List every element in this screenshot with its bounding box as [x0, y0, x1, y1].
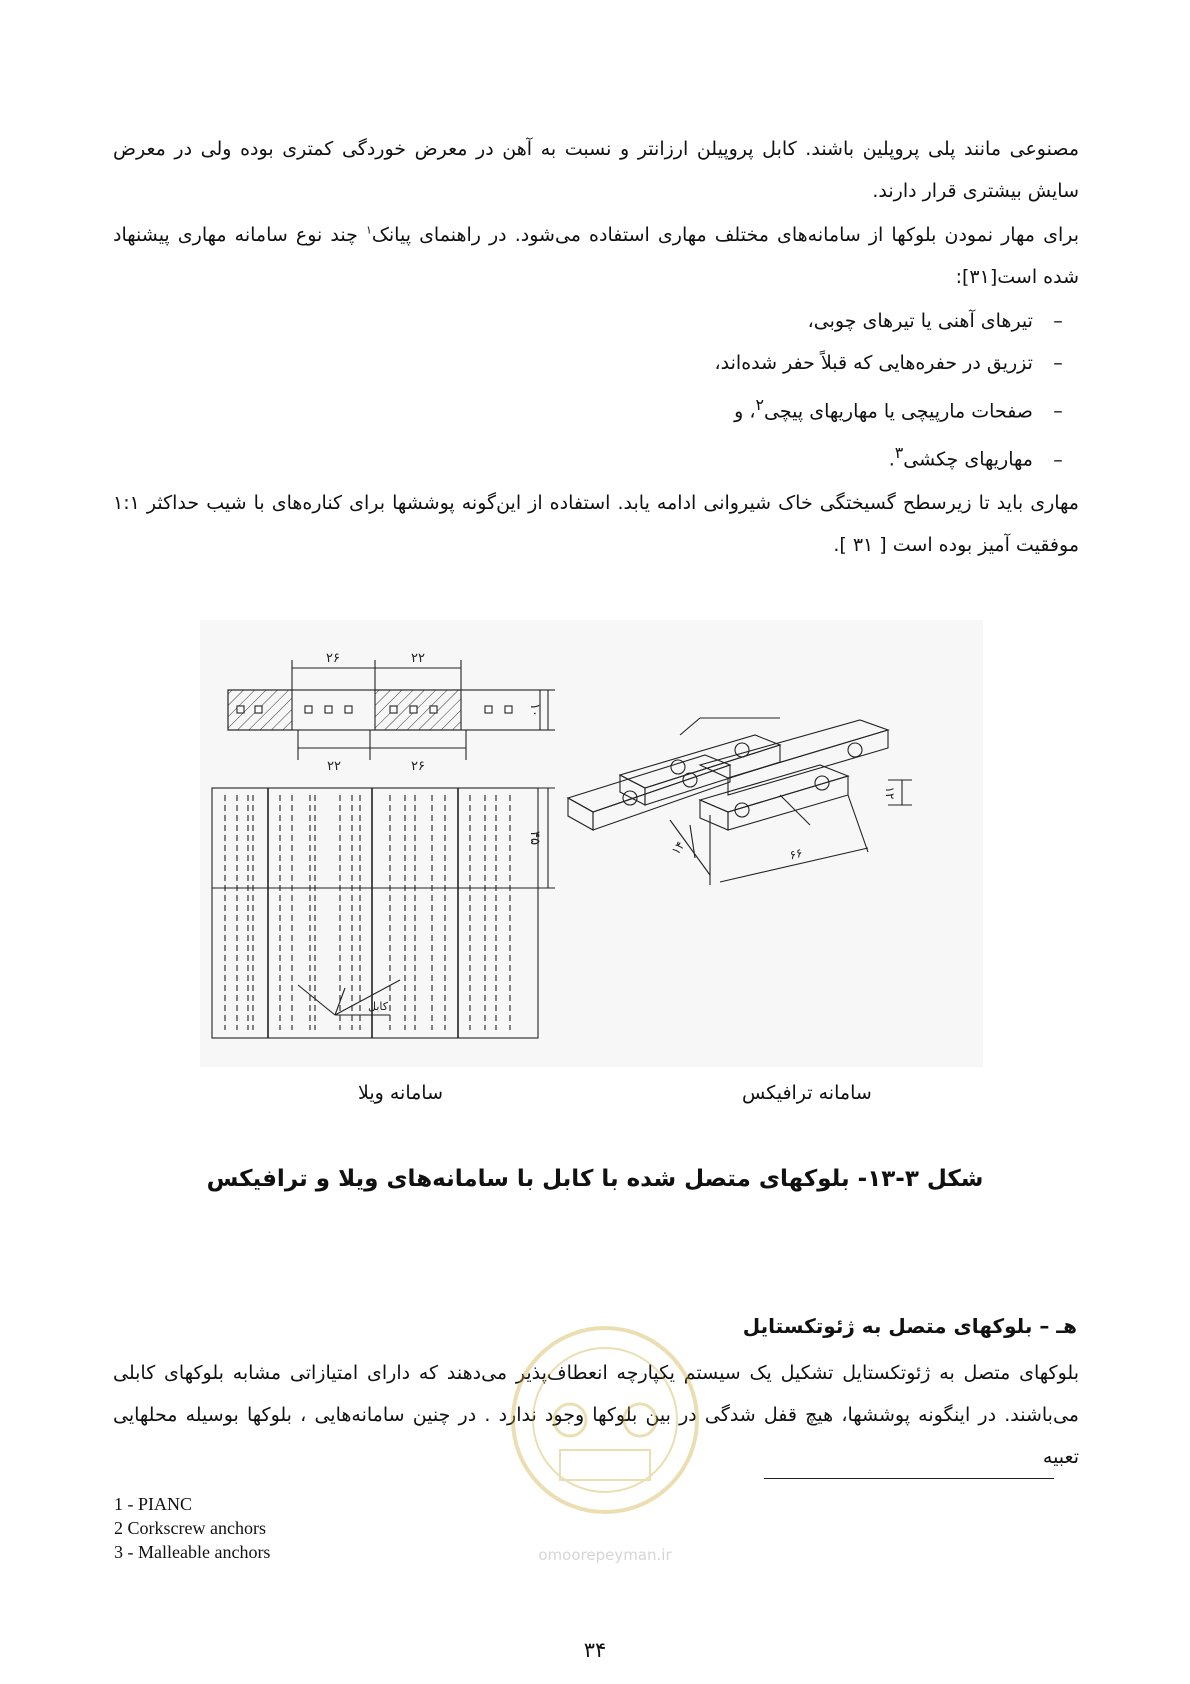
footnote-divider [764, 1478, 1054, 1479]
caption-traffix: سامانه ترافیکس [742, 1082, 872, 1104]
section-heading: هـ – بلوکهای متصل به ژئوتکستایل [742, 1314, 1077, 1338]
dim-height: ۱۰ [527, 703, 542, 717]
footnote-item: 2 Corkscrew anchors [114, 1518, 266, 1538]
figure-drawing [200, 620, 983, 1067]
paragraph-1: مصنوعی مانند پلی پروپلین باشند. کابل پروپیلن ارزانتر و نسبت به آهن در معرض خوردگی کمتری بوده ولی در معرض سایش بیشتری قرار دارند. [113, 138, 1079, 202]
dim-top-right: ۲۲ [411, 651, 425, 666]
figure-block-diagram [200, 620, 983, 1067]
footnote-item: 1 - PIANC [114, 1494, 193, 1514]
dim-bottom-right: ۲۶ [411, 759, 425, 774]
paragraph-3: مهاری باید تا زیرسطح گسیختگی خاک شیروانی ادامه یابد. استفاده از این‌گونه پوششها برای کناره‌های با شیب حداکثر ۱:۱ موفقیت آمیز بوده است [ ۳۱ ]. [113, 492, 1079, 556]
list-item: – تیرهای آهنی یا تیرهای چوبی، [807, 310, 1063, 332]
paragraph-2-text-cont: چند نوع سامانه مهاری پیشنهاد شده است[۳۱]: [113, 224, 1079, 288]
traffix-dim-66: ۶۶ [788, 845, 804, 863]
footnote-item: 3 - Malleable anchors [114, 1542, 271, 1562]
watermark-text: omoorepeyman.ir [538, 1546, 672, 1564]
list-item: – صفحات مارپیچی یا مهاریهای پیچی$^۲$، و [734, 395, 1063, 423]
page-number: ۳۴ [583, 1638, 607, 1662]
list-item: – تزریق در حفره‌هایی که قبلاً حفر شده‌اند، [714, 352, 1063, 374]
anchor-types-list [111, 300, 1077, 481]
hatched-block [375, 690, 461, 730]
footnote-ref-1: ۱ [365, 223, 372, 237]
paragraph-4: بلوکهای متصل به ژئوتکستایل تشکیل یک سیستم یکپارچه انعطاف‌پذیر می‌دهند که دارای امتیازاتی مشابه بلوکهای کابلی می‌باشند. در اینگونه پوششها، هیچ قفل شدگی در بین بلوکها وجود ندارد . در چنین سامانه‌هایی ، بلوکها بوسیله محلهایی تعبیه [113, 1362, 1079, 1468]
dim-length: ۴۵ [527, 831, 542, 845]
seal-icon [500, 1310, 710, 1590]
paragraph-2 [113, 214, 1079, 298]
list-item: – مهاریهای چکشی$^۳$. [888, 443, 1063, 471]
traffix-blocks [568, 720, 888, 830]
traffix-dim-12: ۱۲ [883, 786, 897, 800]
caption-villa: سامانه ویلا [358, 1082, 443, 1104]
dim-top-left: ۲۶ [326, 651, 340, 666]
watermark-seal [500, 1310, 710, 1590]
cable-label: کابل [368, 1000, 388, 1013]
dim-bottom-left: ۲۲ [327, 759, 341, 774]
paragraph-2-text: برای مهار نمودن بلوکها از سامانه‌های مختلف مهاری استفاده می‌شود. در راهنمای پیانک [371, 224, 1079, 246]
footnote-ref-2: ۲ [755, 395, 765, 414]
footnote-ref-3: ۳ [894, 443, 904, 463]
figure-title: شکل ۳-۱۳- بلوکهای متصل شده با کابل با سامانه‌های ویلا و ترافیکس [206, 1166, 984, 1192]
footnotes [114, 1492, 270, 1564]
traffix-dim-14: ۱۴ [668, 838, 688, 858]
